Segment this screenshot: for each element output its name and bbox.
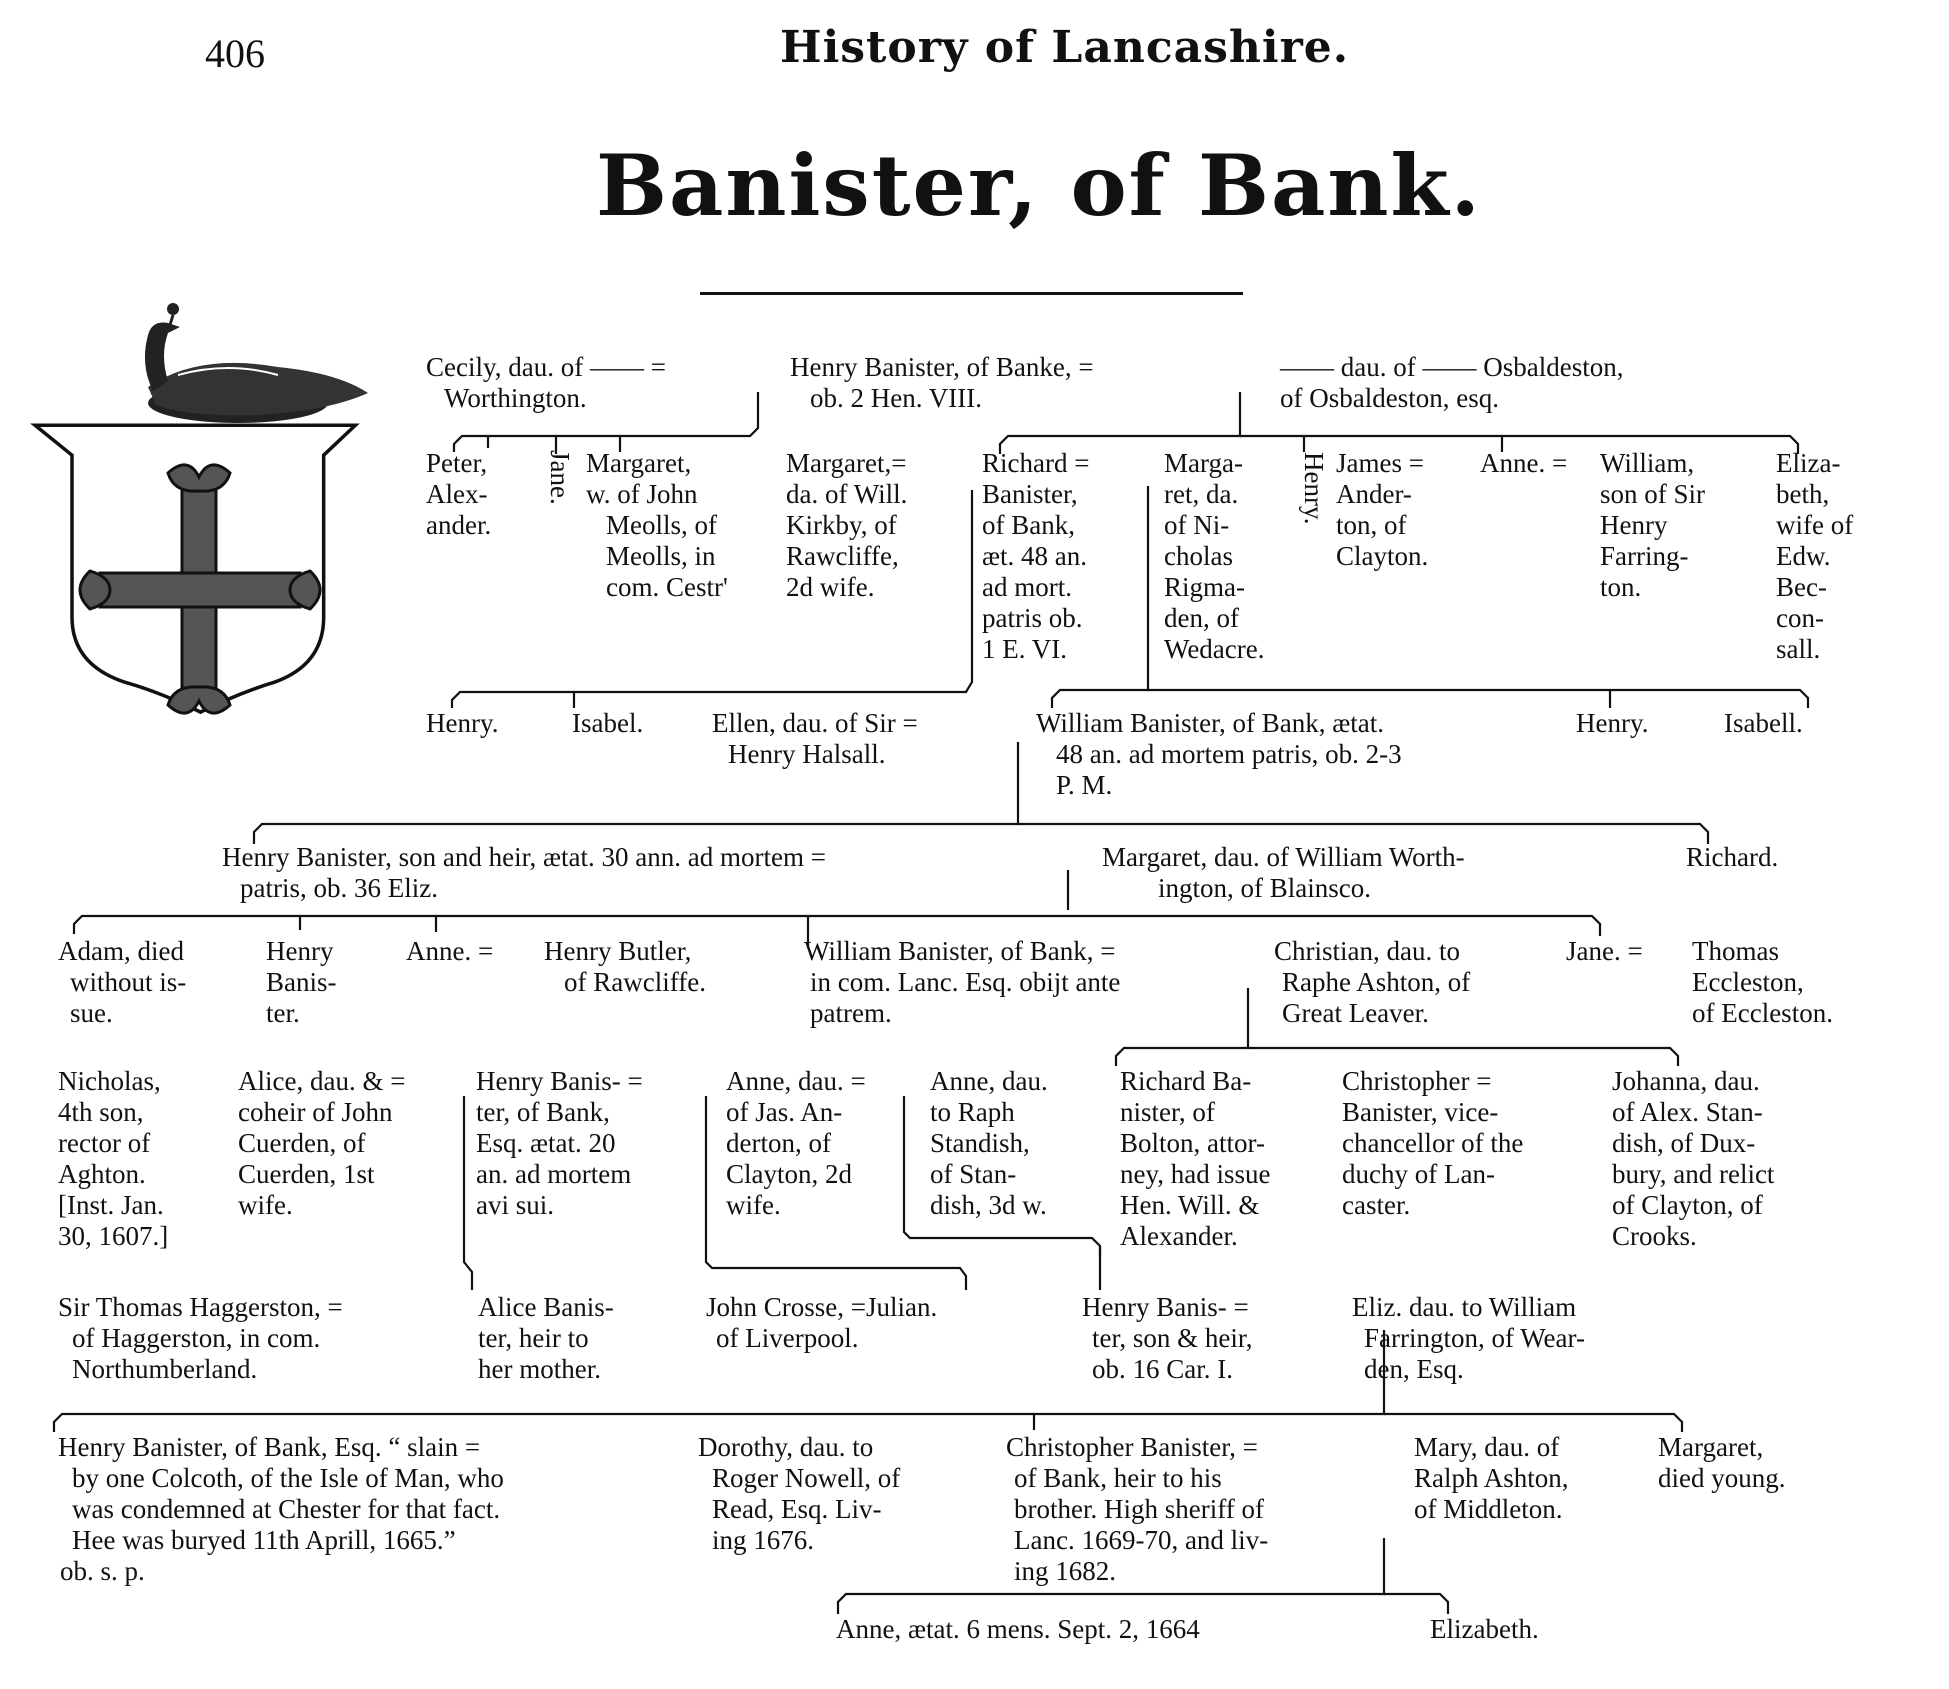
elizabeth-gen9-entry: Elizabeth. xyxy=(1430,1614,1539,1644)
elizabeth-becconsall-entry: Eliza- beth, wife of Edw. Bec- con- sall. xyxy=(1776,448,1854,664)
william-banister-gen3-entry: William Banister, of Bank, ætat. 48 an. ad mortem patris, ob. 2-3 P. M. xyxy=(1036,708,1402,800)
mary-ashton-entry: Mary, dau. of Ralph Ashton, of Middleton. xyxy=(1414,1432,1569,1524)
anne-standish-entry: Anne, dau. to Raph Standish, of Stan- dish, 3d w. xyxy=(930,1066,1048,1220)
william-banister-gen5-entry: William Banister, of Bank, = in com. Lanc. Esq. obijt ante patrem. xyxy=(804,936,1121,1028)
adam-entry: Adam, died without is- sue. xyxy=(58,936,187,1028)
henry-gen3-entry: Henry. xyxy=(426,708,499,738)
margaret-kirkby-entry: Margaret,= da. of Will. Kirkby, of Rawcliffe, 2d wife. xyxy=(786,448,908,602)
margaret-gen8-entry: Margaret, died young. xyxy=(1658,1432,1786,1493)
margaret-meolls-entry: Margaret, w. of John Meolls, of Meolls, in com. Cestr' xyxy=(586,448,728,602)
isabell-entry: Isabell. xyxy=(1724,708,1803,738)
anne-gen9-entry: Anne, ætat. 6 mens. Sept. 2, 1664 xyxy=(836,1614,1200,1644)
richard-gen4-entry: Richard. xyxy=(1686,842,1779,872)
henry-banister-gen8-entry: Henry Banister, of Bank, Esq. “ slain = by one Colcoth, of the Isle of Man, who was condemned at Chester for that fact. Hee was buryed 11th Aprill, 1665.” ob. s. p. xyxy=(58,1432,504,1586)
margaret-rigmaden-entry: Marga- ret, da. of Ni- cholas Rigma- den, of Wedacre. xyxy=(1164,448,1265,664)
christopher-banister-gen6-entry: Christopher = Banister, vice- chancellor of the duchy of Lan- caster. xyxy=(1342,1066,1524,1220)
ellen-halsall-entry: Ellen, dau. of Sir = Henry Halsall. xyxy=(712,708,918,769)
richard-banister-entry: Richard = Banister, of Bank, æt. 48 an. ad mort. patris ob. 1 E. VI. xyxy=(982,448,1090,664)
page-title: Banister, of Bank. xyxy=(596,136,1482,235)
osbaldeston-entry: —— dau. of —— Osbaldeston, of Osbaldeston, esq. xyxy=(1280,352,1624,413)
thomas-haggerston-entry: Sir Thomas Haggerston, = of Haggerston, in com. Northumberland. xyxy=(58,1292,343,1384)
christian-ashton-entry: Christian, dau. to Raphe Ashton, of Great Leaver. xyxy=(1274,936,1471,1028)
margaret-worthington-entry: Margaret, dau. of William Worth- ington, of Blainsco. xyxy=(1102,842,1465,903)
jane-gen5-entry: Jane. = xyxy=(1566,936,1643,966)
cecily-entry: Cecily, dau. of —— = Worthington. xyxy=(426,352,666,413)
henry-banister-gen4-entry: Henry Banister, son and heir, ætat. 30 ann. ad mortem = patris, ob. 36 Eliz. xyxy=(222,842,826,903)
alice-banister-entry: Alice Banis- ter, heir to her mother. xyxy=(478,1292,614,1384)
henry-banister-gen5-entry: Henry Banis- ter. xyxy=(266,936,337,1028)
john-crosse-julian-entry: John Crosse, =Julian. of Liverpool. xyxy=(706,1292,938,1353)
richard-banister-bolton-entry: Richard Ba- nister, of Bolton, attor- ney, had issue Hen. Will. & Alexander. xyxy=(1120,1066,1271,1251)
henry-butler-entry: Henry Butler, of Rawcliffe. xyxy=(544,936,706,997)
alice-cuerden-entry: Alice, dau. & = coheir of John Cuerden, of Cuerden, 1st wife. xyxy=(238,1066,406,1220)
isabel-entry: Isabel. xyxy=(572,708,644,738)
henry-vertical-entry: Henry. xyxy=(1299,452,1329,525)
nicholas-entry: Nicholas, 4th son, rector of Aghton. [Inst. Jan. 30, 1607.] xyxy=(58,1066,169,1251)
james-anderton-entry: James = Ander- ton, of Clayton. xyxy=(1336,448,1429,571)
anne-gen5-entry: Anne. = xyxy=(406,936,494,966)
henry-banister-gen6-entry: Henry Banis- = ter, of Bank, Esq. ætat. 20 an. ad mortem avi sui. xyxy=(476,1066,643,1220)
henry-banister-gen7-entry: Henry Banis- = ter, son & heir, ob. 16 Car. I. xyxy=(1082,1292,1253,1384)
jane-entry: Jane. xyxy=(545,450,575,505)
running-title: History of Lancashire. xyxy=(780,22,1350,73)
henry-banister-progenitor-entry: Henry Banister, of Banke, = ob. 2 Hen. VIII. xyxy=(790,352,1094,413)
johanna-standish-entry: Johanna, dau. of Alex. Stan- dish, of Dux- bury, and relict of Clayton, of Crooks. xyxy=(1612,1066,1775,1251)
christopher-banister-gen8-entry: Christopher Banister, = of Bank, heir to his brother. High sheriff of Lanc. 1669-70, and liv- ing 1682. xyxy=(1006,1432,1269,1586)
anne-entry: Anne. = xyxy=(1480,448,1568,478)
anne-anderton-entry: Anne, dau. = of Jas. An- derton, of Clayton, 2d wife. xyxy=(726,1066,866,1220)
eliz-farrington-entry: Eliz. dau. to William Farrington, of Wear- den, Esq. xyxy=(1352,1292,1585,1384)
page-number: 406 xyxy=(205,31,265,76)
dorothy-nowell-entry: Dorothy, dau. to Roger Nowell, of Read, Esq. Liv- ing 1676. xyxy=(698,1432,901,1555)
henry-gen3b-entry: Henry. xyxy=(1576,708,1649,738)
william-farrington-entry: William, son of Sir Henry Farring- ton. xyxy=(1600,448,1706,602)
thomas-eccleston-entry: Thomas Eccleston, of Eccleston. xyxy=(1692,936,1833,1028)
peter-alexander-entry: Peter, Alex- ander. xyxy=(426,448,492,540)
